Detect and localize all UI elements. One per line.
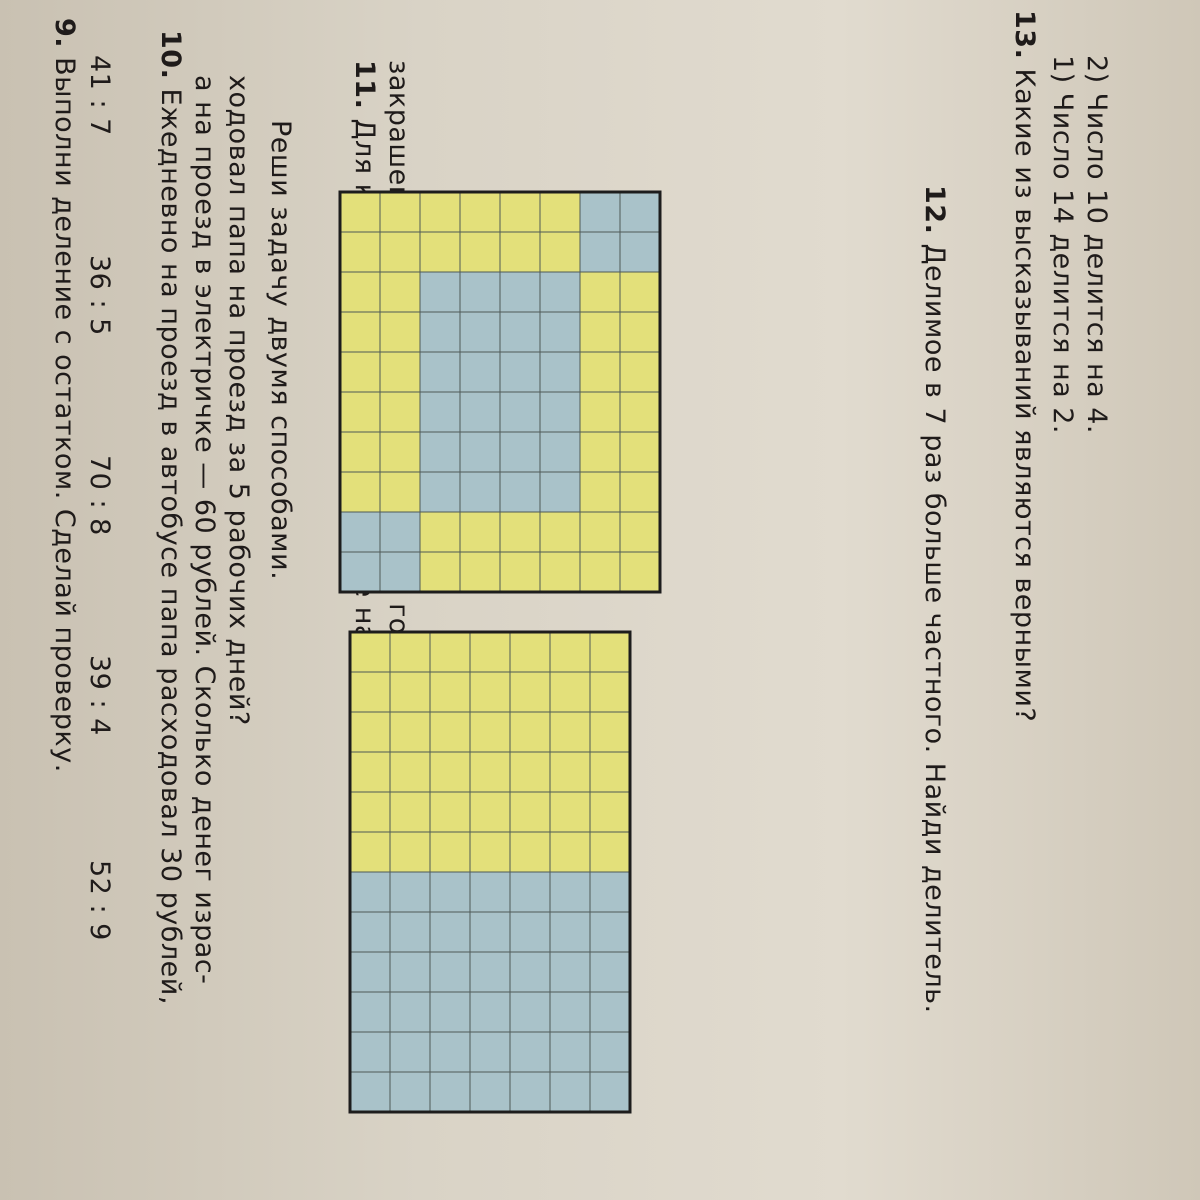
figure-b-blue-cell [590,952,630,992]
figure-b-yellow-cell [590,632,630,672]
figure-a-yellow-cell [500,192,540,232]
figure-b-yellow-cell [590,792,630,832]
figure-a-blue-cell [420,272,460,312]
figure-b-blue-cell [510,952,550,992]
figure-a-blue-cell [620,192,660,232]
figure-a-yellow-cell [540,552,580,592]
figure-b-blue-cell [590,912,630,952]
task-13-item-1: 1) Число 14 делится на 2. [1047,55,1078,435]
figure-b-blue-cell [510,912,550,952]
figure-b-yellow-cell [590,832,630,872]
figure-a-yellow-cell [380,392,420,432]
figure-a-blue-cell [460,432,500,472]
figure-a-yellow-cell [340,272,380,312]
figure-b-yellow-cell [510,712,550,752]
figure-a-yellow-cell [380,232,420,272]
figure-a-blue-cell [500,392,540,432]
figure-b-yellow-cell [550,672,590,712]
task-9-text: Выполни деление с остатком. Сделай проверку. [49,57,80,773]
task-10-line-4: Реши задачу двумя способами. [265,120,296,581]
figure-b-blue-cell [470,912,510,952]
figure-a-blue-cell [380,552,420,592]
figure-a-yellow-cell [380,312,420,352]
figure-a-yellow-cell [460,232,500,272]
figure-a-blue-cell [540,472,580,512]
figure-b-yellow-cell [470,712,510,752]
figure-a-yellow-cell [580,272,620,312]
figure-b-yellow-cell [390,792,430,832]
figure-b-yellow-cell [510,632,550,672]
figure-b-yellow-cell [470,672,510,712]
figure-b-yellow-cell [390,712,430,752]
figure-b-yellow-cell [470,752,510,792]
figure-a-yellow-cell [460,512,500,552]
figure-a-blue-cell [580,232,620,272]
figure-a-yellow-cell [580,392,620,432]
figure-a-yellow-cell [620,472,660,512]
figure-b-yellow-cell [350,672,390,712]
task-11-number: 11. [349,60,380,110]
figure-a-blue-cell [420,352,460,392]
figure-b-yellow-cell [590,712,630,752]
figure-b-yellow-cell [550,752,590,792]
figure-b-yellow-cell [510,832,550,872]
task-9-expr-3: 70 : 8 [84,455,115,536]
figure-a-blue-cell [500,312,540,352]
figure-a-yellow-cell [420,232,460,272]
figure-b-blue-cell [350,952,390,992]
figure-a-yellow-cell [340,472,380,512]
figure-a-yellow-cell [380,272,420,312]
figure-a-yellow-cell [580,352,620,392]
figure-b-yellow-cell [430,752,470,792]
figure-b-yellow-cell [510,672,550,712]
figure-b-yellow-cell [430,832,470,872]
figure-a-blue-cell [540,272,580,312]
figure-a-yellow-cell [620,392,660,432]
figure-b-blue-cell [390,872,430,912]
figure-a-yellow-cell [380,432,420,472]
figure-b-blue-cell [590,872,630,912]
figure-b-blue-cell [390,912,430,952]
figure-a-yellow-cell [460,192,500,232]
figure-b-blue-cell [590,1032,630,1072]
figure-b-blue-cell [550,912,590,952]
figure-b-blue-cell [390,992,430,1032]
figure-b-yellow-cell [350,632,390,672]
figure-b-yellow-cell [590,752,630,792]
task-13-text: Какие из высказываний являются верными? [1009,68,1040,723]
figure-b-yellow-cell [350,832,390,872]
figure-a-blue-cell [340,512,380,552]
figure-a-yellow-cell [620,552,660,592]
figure-a-yellow-cell [620,312,660,352]
figure-b-blue-cell [350,872,390,912]
task-12-number: 12. [919,185,950,235]
task-10-line-3: ходовал папа на проезд за 5 рабочих дней? [223,75,254,726]
figure-b-blue-cell [510,1032,550,1072]
figure-b-yellow-cell [550,792,590,832]
figure-a-blue-cell [460,272,500,312]
figure-a-yellow-cell [340,352,380,392]
figure-a-yellow-cell [340,312,380,352]
task-9-expr-4: 39 : 4 [84,655,115,736]
figure-b-blue-cell [430,952,470,992]
figure-a-yellow-cell [500,512,540,552]
figure-b-blue-cell [350,1072,390,1112]
figure-b-blue-cell [550,952,590,992]
figure-a-blue-cell [460,392,500,432]
task-9-expr-2: 36 : 5 [84,255,115,336]
figure-b-blue-cell [590,992,630,1032]
task-10-line-2: а на проезд в электричке — 60 рублей. Сколько денег израс- [189,75,220,985]
task-13-line [1008,10,1040,722]
figure-b-yellow-cell [430,712,470,752]
figure-b-blue-cell [350,992,390,1032]
figure-a-yellow-cell [420,512,460,552]
figure-a-yellow-cell [380,352,420,392]
figure-a-blue-cell [500,472,540,512]
figure-a-yellow-cell [420,192,460,232]
figure-a-blue-cell [420,312,460,352]
figure-a-grid [334,190,662,594]
task-13-item-2: 2) Число 10 делится на 4. [1081,55,1112,435]
figure-a-yellow-cell [580,312,620,352]
figure-b-yellow-cell [430,792,470,832]
task-10-number: 10. [155,30,186,80]
figure-b-blue-cell [430,912,470,952]
figure-b-yellow-cell [590,672,630,712]
figure-a-yellow-cell [340,192,380,232]
figure-a-yellow-cell [540,192,580,232]
figure-b-blue-cell [390,1072,430,1112]
figure-a-blue-cell [580,192,620,232]
figure-a-blue-cell [420,432,460,472]
figure-b-blue-cell [550,872,590,912]
figure-a-blue-cell [500,352,540,392]
figure-b-blue-cell [350,912,390,952]
task-9-number: 9. [49,18,80,49]
figure-b-blue-cell [550,992,590,1032]
figure-a-blue-cell [420,472,460,512]
task-9-heading [48,18,80,773]
figure-b-yellow-cell [470,632,510,672]
figure-a-yellow-cell [580,552,620,592]
figure-b-yellow-cell [510,792,550,832]
task-13-number: 13. [1009,10,1040,60]
task-10-text-1: Ежедневно на проезд в автобусе папа расходовал 30 рублей, [155,88,186,1005]
figure-b-blue-cell [390,952,430,992]
figure-a-blue-cell [540,312,580,352]
figure-a-blue-cell [540,352,580,392]
figure-a-yellow-cell [340,392,380,432]
figure-a-blue-cell [500,272,540,312]
figure-a-yellow-cell [620,352,660,392]
figure-b-yellow-cell [390,672,430,712]
figure-a-yellow-cell [380,192,420,232]
figure-b-yellow-cell [390,632,430,672]
figure-b-blue-cell [550,1072,590,1112]
figure-b-yellow-cell [470,792,510,832]
figure-b-yellow-cell [510,752,550,792]
figure-b-yellow-cell [390,752,430,792]
figure-a-yellow-cell [340,432,380,472]
figure-a-yellow-cell [500,232,540,272]
figure-b-yellow-cell [550,712,590,752]
figure-a-yellow-cell [580,512,620,552]
figure-b-grid [344,630,632,1114]
figure-a-blue-cell [340,552,380,592]
figure-b-blue-cell [430,1032,470,1072]
figure-b-blue-cell [470,872,510,912]
task-12-line [918,185,950,1014]
task-9-expr-5: 52 : 9 [84,860,115,941]
figure-b-yellow-cell [350,712,390,752]
figure-a-svg [338,190,662,594]
figure-b-yellow-cell [550,632,590,672]
figure-a-yellow-cell [620,272,660,312]
figure-b-blue-cell [470,992,510,1032]
figure-a-yellow-cell [620,512,660,552]
figure-a-blue-cell [420,392,460,432]
figure-b-blue-cell [470,1032,510,1072]
figure-a-yellow-cell [380,472,420,512]
figure-a-blue-cell [460,352,500,392]
figure-a-blue-cell [540,392,580,432]
figure-b-blue-cell [510,872,550,912]
figure-a-blue-cell [380,512,420,552]
figure-b-blue-cell [590,1072,630,1112]
figure-a-blue-cell [460,472,500,512]
figure-a-yellow-cell [340,232,380,272]
figure-b-blue-cell [430,872,470,912]
figure-b-blue-cell [350,1032,390,1072]
figure-a-blue-cell [540,432,580,472]
figure-a-yellow-cell [500,552,540,592]
figure-a-blue-cell [620,232,660,272]
figure-b-svg [348,630,632,1114]
figure-b-yellow-cell [550,832,590,872]
figure-b-blue-cell [430,992,470,1032]
task-10-line-1 [154,30,186,1005]
figure-b-yellow-cell [430,672,470,712]
figure-b-yellow-cell [350,792,390,832]
figure-b-blue-cell [470,1072,510,1112]
figure-b-blue-cell [510,992,550,1032]
figure-b-blue-cell [390,1032,430,1072]
figure-a-yellow-cell [580,472,620,512]
figure-b-yellow-cell [350,752,390,792]
figure-a-blue-cell [460,312,500,352]
figure-a-blue-cell [500,432,540,472]
task-9-expr-1: 41 : 7 [84,55,115,136]
figure-a-yellow-cell [540,232,580,272]
task-12-text: Делимое в 7 раз больше частного. Найди делитель. [919,243,950,1014]
figure-b-blue-cell [430,1072,470,1112]
figure-a-yellow-cell [620,432,660,472]
figure-b-yellow-cell [390,832,430,872]
figure-b-blue-cell [510,1072,550,1112]
figure-b-yellow-cell [470,832,510,872]
figure-b-blue-cell [470,952,510,992]
figure-a-yellow-cell [580,432,620,472]
figure-b-yellow-cell [430,632,470,672]
figure-a-yellow-cell [420,552,460,592]
figure-b-blue-cell [550,1032,590,1072]
figure-a-yellow-cell [460,552,500,592]
figure-a-yellow-cell [540,512,580,552]
